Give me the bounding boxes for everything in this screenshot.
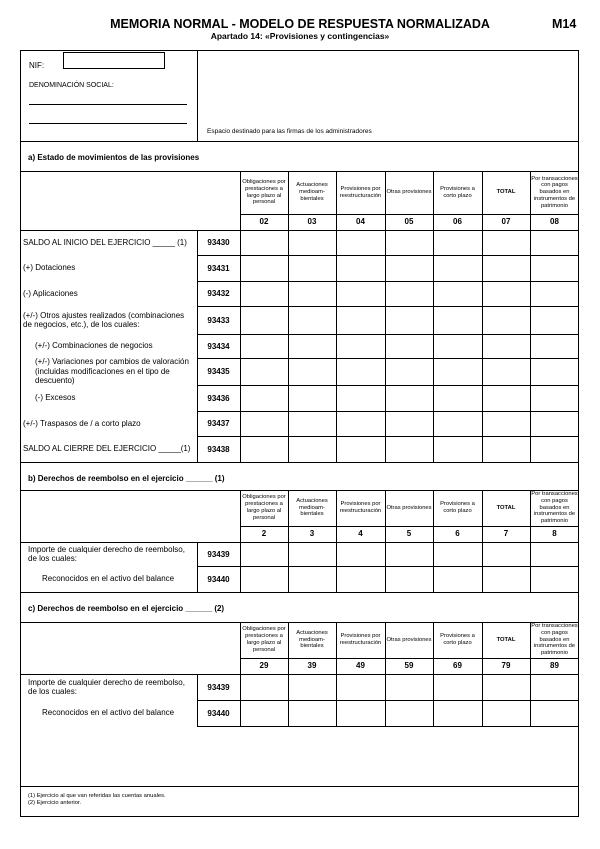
form-code: M14: [552, 17, 577, 31]
section_a-input-cell[interactable]: [483, 282, 529, 305]
section_a-input-cell[interactable]: [386, 307, 432, 333]
section_a-input-cell[interactable]: [241, 359, 287, 384]
form-title: MEMORIA NORMAL - MODELO DE RESPUESTA NORMALIZADA: [110, 17, 490, 31]
section_c-col-header-4: Otras provisiones: [386, 636, 432, 643]
section_b-input-cell[interactable]: [434, 567, 481, 591]
section_a-input-cell[interactable]: [434, 307, 481, 333]
section_b-col-number-2: 3: [309, 529, 315, 538]
section_a-input-cell[interactable]: [337, 335, 384, 357]
section_c-col-number-6: 79: [501, 661, 511, 670]
section_a-input-cell[interactable]: [386, 231, 432, 254]
section_c-col-header-3: Provisiones por reestructuración: [339, 633, 382, 646]
denominacion-label: DENOMINACIÓN SOCIAL:: [29, 82, 114, 89]
section_b-input-cell[interactable]: [289, 543, 335, 565]
section_a-input-cell[interactable]: [337, 386, 384, 410]
section_c-input-cell[interactable]: [483, 701, 529, 725]
section_a-input-cell[interactable]: [531, 437, 578, 461]
section_b-col-number-3: 4: [358, 529, 363, 538]
section_a-input-cell[interactable]: [337, 282, 384, 305]
section_a-row-code-3: 93432: [207, 289, 230, 298]
section_a-col-header-2: Actuaciones medioam-bientales: [296, 182, 328, 202]
section_a-input-cell[interactable]: [386, 412, 432, 435]
section_a-row-code-9: 93438: [207, 444, 230, 454]
section_b-col-header-7: Por transacciones con pagos basados en instrumentos de patrimonio: [531, 491, 578, 525]
section_c-input-cell[interactable]: [241, 701, 287, 725]
section_c-input-cell[interactable]: [241, 675, 287, 699]
section_b-input-cell[interactable]: [531, 543, 578, 565]
section_b-row-code-1: 93439: [207, 549, 230, 559]
section_b-input-cell[interactable]: [289, 567, 335, 591]
section_a-input-cell[interactable]: [531, 359, 578, 384]
section_b-col-number-6: 7: [503, 529, 509, 538]
section_c-col-header-1: Obligaciones por prestaciones a largo plazo al personal: [242, 626, 286, 653]
section_b-input-cell[interactable]: [531, 567, 578, 591]
footnote-1: (1) Ejercicio al que van referidas las cuentas anuales.: [28, 793, 166, 799]
section_a-input-cell[interactable]: [434, 437, 481, 461]
section_a-input-cell[interactable]: [241, 231, 287, 254]
section_a-input-cell[interactable]: [241, 335, 287, 357]
section_b-row-label-2: Reconocidos en el activo del balance: [42, 574, 175, 584]
section_a-row-label-3: (-) Aplicaciones: [23, 288, 78, 298]
section_a-input-cell[interactable]: [483, 412, 529, 435]
section_a-col-number-2: 03: [307, 217, 317, 226]
section_c-input-cell[interactable]: [531, 701, 578, 725]
section_a-row-label-8: (+/-) Traspasos de / a corto plazo: [23, 418, 141, 428]
section_a-row-code-7: 93436: [207, 393, 230, 403]
section_a-input-cell[interactable]: [289, 386, 335, 410]
section_a-input-cell[interactable]: [531, 335, 578, 357]
denominacion-line-2[interactable]: [29, 123, 187, 124]
section_b-col-number-7: 8: [552, 529, 557, 538]
section_a-input-cell[interactable]: [483, 386, 529, 410]
section_a-input-cell[interactable]: [289, 282, 335, 305]
section_a-col-number-7: 08: [550, 217, 559, 226]
section_c-row-code-1: 93439: [207, 682, 230, 692]
section_a-input-cell[interactable]: [337, 307, 384, 333]
section_a-input-cell[interactable]: [337, 256, 384, 280]
section_c-col-number-5: 69: [453, 661, 462, 670]
section_b-col-header-6: TOTAL: [496, 504, 516, 511]
nif-input[interactable]: [63, 52, 165, 69]
section_b-col-header-4: Otras provisiones: [386, 504, 432, 511]
section_a-col-header-6: TOTAL: [496, 189, 516, 196]
firmas-text: Espacio destinado para las firmas de los administradores: [207, 128, 372, 135]
section_c-row-label-1: Importe de cualquier derecho de reembolso, de los cuales:: [28, 677, 185, 696]
section_c-input-cell[interactable]: [483, 675, 529, 699]
section_c-row-label-2: Reconocidos en el activo del balance: [42, 708, 175, 718]
section_a-input-cell[interactable]: [386, 386, 432, 410]
section_a-input-cell[interactable]: [483, 335, 529, 357]
section_a-col-header-5: Provisiones a corto plazo: [440, 185, 475, 199]
section_b-row-code-2: 93440: [207, 574, 230, 584]
section_a-input-cell[interactable]: [337, 231, 384, 254]
section_b-col-number-5: 6: [455, 529, 460, 538]
section_c-col-header-5: Provisiones a corto plazo: [440, 633, 475, 646]
section_a-input-cell[interactable]: [434, 359, 481, 384]
section_b-input-cell[interactable]: [337, 567, 384, 591]
section_a-row-code-2: 93431: [207, 263, 230, 273]
section_b-input-cell[interactable]: [337, 543, 384, 565]
section_a-input-cell[interactable]: [289, 359, 335, 384]
section_c-input-cell[interactable]: [434, 701, 481, 725]
nif-label: NIF:: [29, 61, 45, 70]
section_a-col-header-3: Provisiones por reestructuración: [339, 185, 382, 199]
section_a-input-cell[interactable]: [434, 386, 481, 410]
section_b-input-cell[interactable]: [434, 543, 481, 565]
section_a-row-label-5: (+/-) Combinaciones de negocios: [35, 341, 153, 351]
section_a-input-cell[interactable]: [434, 282, 481, 305]
section_b-col-number-4: 5: [406, 529, 412, 538]
section_b-col-number-1: 2: [261, 529, 267, 538]
section_a-row-label-9: SALDO AL CIERRE DEL EJERCICIO _____(1): [23, 444, 191, 454]
section_a-row-label-7: (-) Excesos: [35, 393, 76, 403]
section_a-input-cell[interactable]: [531, 307, 578, 333]
section_a-input-cell[interactable]: [289, 412, 335, 435]
form-subtitle: Apartado 14: «Provisiones y contingencias»: [210, 31, 390, 41]
section-a-title: a) Estado de movimientos de las provisiones: [28, 153, 200, 162]
section_a-input-cell[interactable]: [289, 256, 335, 280]
section_a-input-cell[interactable]: [531, 282, 578, 305]
footnote-2: (2) Ejercicio anterior.: [28, 800, 82, 806]
section_a-row-code-1: 93430: [207, 238, 230, 247]
section_a-col-number-5: 06: [453, 217, 462, 226]
section_a-input-cell[interactable]: [289, 335, 335, 357]
section_b-input-cell[interactable]: [386, 543, 432, 565]
section_c-input-cell[interactable]: [531, 675, 578, 699]
section_c-input-cell[interactable]: [386, 675, 432, 699]
section-c-title: c) Derechos de reembolso en el ejercicio ______ (2): [28, 604, 225, 613]
section_c-col-header-2: Actuaciones medioam-bientales: [296, 629, 328, 650]
section_a-row-code-6: 93435: [207, 367, 230, 376]
section_c-col-number-3: 49: [356, 661, 365, 670]
firmas-area[interactable]: [198, 51, 578, 141]
section_a-input-cell[interactable]: [241, 412, 287, 435]
section_b-input-cell[interactable]: [241, 543, 287, 565]
section_a-row-label-6: (+/-) Variaciones por cambios de valoración (incluidas modificaciones en el tipo de descuento): [35, 357, 189, 386]
section_c-col-header-7: Por transacciones con pagos basados en instrumentos de patrimonio: [531, 623, 578, 657]
section_a-input-cell[interactable]: [483, 231, 529, 254]
section_a-row-label-1: SALDO AL INICIO DEL EJERCICIO _____ (1): [23, 237, 187, 247]
section_c-row-code-2: 93440: [207, 708, 230, 718]
section_a-row-code-5: 93434: [207, 341, 230, 351]
section_a-input-cell[interactable]: [289, 307, 335, 333]
section_a-input-cell[interactable]: [337, 437, 384, 461]
section_a-input-cell[interactable]: [386, 437, 432, 461]
section_b-col-header-2: Actuaciones medioam-bientales: [296, 497, 328, 518]
section_a-input-cell[interactable]: [434, 335, 481, 357]
section_a-row-code-8: 93437: [207, 419, 230, 428]
section_a-input-cell[interactable]: [241, 307, 287, 333]
section_c-input-cell[interactable]: [289, 701, 335, 725]
section_c-input-cell[interactable]: [337, 701, 384, 725]
section_c-input-cell[interactable]: [434, 675, 481, 699]
section_a-input-cell[interactable]: [337, 412, 384, 435]
section_c-input-cell[interactable]: [386, 701, 432, 725]
section_b-col-header-5: Provisiones a corto plazo: [440, 501, 475, 514]
section_a-input-cell[interactable]: [531, 386, 578, 410]
section_c-col-number-1: 29: [259, 661, 269, 670]
section-b-title: b) Derechos de reembolso en el ejercicio ______ (1): [28, 474, 225, 483]
section_b-input-cell[interactable]: [386, 567, 432, 591]
section_c-col-number-7: 89: [550, 661, 559, 670]
section_b-row-label-1: Importe de cualquier derecho de reembolso, de los cuales:: [28, 544, 185, 563]
section_a-input-cell[interactable]: [241, 437, 287, 461]
section_b-col-header-1: Obligaciones por prestaciones a largo plazo al personal: [242, 494, 286, 521]
section_a-col-header-4: Otras provisiones: [386, 189, 432, 196]
section_a-input-cell[interactable]: [241, 282, 287, 305]
section_a-input-cell[interactable]: [337, 359, 384, 384]
section_a-input-cell[interactable]: [483, 256, 529, 280]
section_a-input-cell[interactable]: [483, 307, 529, 333]
section_a-input-cell[interactable]: [386, 359, 432, 384]
section_a-row-label-4: (+/-) Otros ajustes realizados (combinaciones de negocios, etc.), de los cuales:: [23, 310, 185, 329]
section_c-input-cell[interactable]: [337, 675, 384, 699]
section_a-col-number-6: 07: [501, 217, 511, 226]
section_a-input-cell[interactable]: [386, 256, 432, 280]
section_a-input-cell[interactable]: [531, 231, 578, 254]
section_c-col-header-6: TOTAL: [496, 636, 516, 643]
section_a-row-code-4: 93433: [207, 315, 230, 325]
section_c-input-cell[interactable]: [289, 675, 335, 699]
section_a-input-cell[interactable]: [483, 437, 529, 461]
section_a-input-cell[interactable]: [531, 412, 578, 435]
section_a-input-cell[interactable]: [241, 256, 287, 280]
section_a-input-cell[interactable]: [289, 231, 335, 254]
section_a-col-header-7: Por transacciones con pagos basados en instrumentos de patrimonio: [531, 175, 578, 209]
section_a-col-header-1: Obligaciones por prestaciones a largo plazo al personal: [242, 178, 286, 206]
section_b-col-header-3: Provisiones por reestructuración: [339, 501, 382, 514]
section_a-input-cell[interactable]: [386, 282, 432, 305]
section_a-input-cell[interactable]: [289, 437, 335, 461]
denominacion-line-1[interactable]: [29, 104, 187, 105]
section_a-col-number-1: 02: [259, 217, 269, 226]
section_c-col-number-4: 59: [404, 661, 414, 670]
section_a-row-label-2: (+) Dotaciones: [23, 263, 76, 273]
section_a-input-cell[interactable]: [434, 412, 481, 435]
section_b-input-cell[interactable]: [483, 543, 529, 565]
section_a-input-cell[interactable]: [434, 231, 481, 254]
section_a-input-cell[interactable]: [386, 335, 432, 357]
section_a-col-number-3: 04: [356, 217, 365, 226]
section_a-input-cell[interactable]: [434, 256, 481, 280]
section_b-input-cell[interactable]: [483, 567, 529, 591]
section_a-input-cell[interactable]: [531, 256, 578, 280]
section_b-input-cell[interactable]: [241, 567, 287, 591]
section_a-input-cell[interactable]: [483, 359, 529, 384]
section_c-col-number-2: 39: [307, 661, 317, 670]
section_a-col-number-4: 05: [404, 217, 414, 226]
section_a-input-cell[interactable]: [241, 386, 287, 410]
